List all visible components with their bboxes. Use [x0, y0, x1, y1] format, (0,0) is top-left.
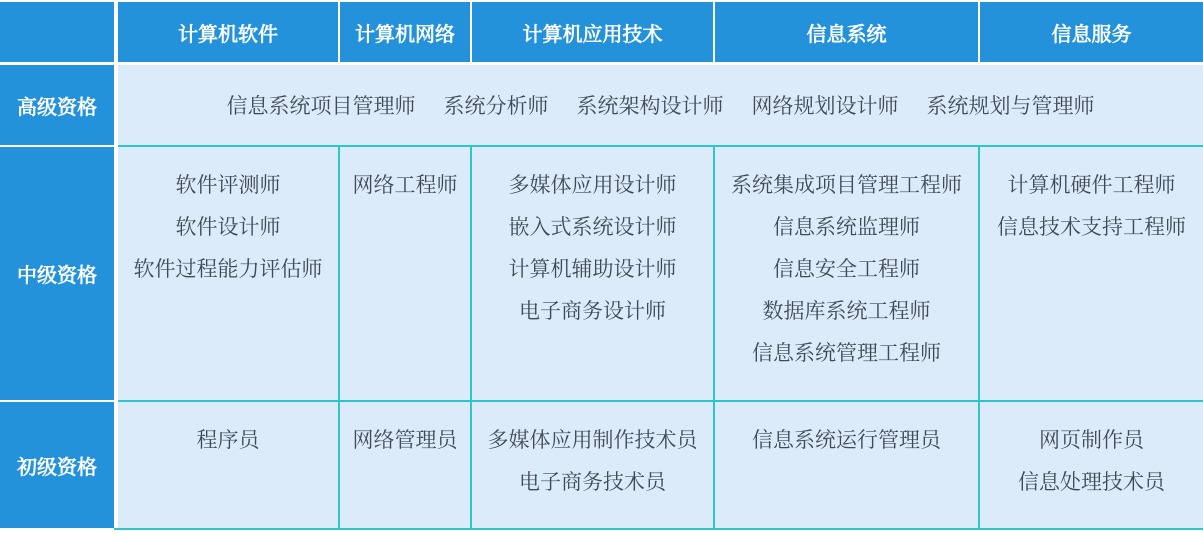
- cell-intermediate-information-system: [715, 147, 978, 400]
- qualification-item: 信息安全工程师: [773, 258, 920, 281]
- cell-intermediate-computer-network: [340, 147, 470, 400]
- qualification-item: 电子商务设计师: [519, 300, 666, 323]
- qualification-item: 信息技术支持工程师: [997, 216, 1186, 239]
- cell-senior-merged: [118, 65, 1203, 145]
- row-label-intermediate: 中级资格: [0, 147, 114, 400]
- cell-junior-computer-network: [340, 402, 470, 528]
- column-header-information-service: 信息服务: [980, 2, 1203, 62]
- qualification-item: 信息处理技术员: [1018, 471, 1165, 494]
- qualification-item: 系统架构设计师: [576, 95, 724, 118]
- cell-junior-information-system: [715, 402, 978, 528]
- qualification-item: 信息系统运行管理员: [752, 429, 941, 452]
- cell-junior-computer-software: [118, 402, 338, 528]
- qualification-item: 信息系统管理工程师: [752, 342, 941, 365]
- qualification-item: 系统分析师: [443, 95, 549, 118]
- qualification-item: 多媒体应用制作技术员: [487, 429, 698, 452]
- cell-intermediate-computer-applied-tech: [472, 147, 713, 400]
- qualification-item: 多媒体应用设计师: [508, 174, 677, 197]
- row-label-junior: 初级资格: [0, 402, 114, 528]
- column-header-computer-network: 计算机网络: [340, 2, 470, 62]
- column-header-information-system: 信息系统: [715, 2, 978, 62]
- qualification-item: 系统规划与管理师: [926, 95, 1095, 118]
- table-bottom-border: [114, 528, 118, 530]
- cell-junior-information-service: [980, 402, 1203, 528]
- column-header-computer-software: 计算机软件: [118, 2, 338, 62]
- cell-intermediate-computer-software: [118, 147, 338, 400]
- qualification-item: 网络管理员: [352, 429, 458, 452]
- cell-intermediate-information-service: [980, 147, 1203, 400]
- qualification-item: 网络规划设计师: [751, 95, 899, 118]
- qualification-item: 程序员: [196, 429, 260, 452]
- qualification-item: 嵌入式系统设计师: [508, 216, 677, 239]
- qualification-item: 软件过程能力评估师: [133, 258, 323, 281]
- column-header-computer-applied-tech: 计算机应用技术: [472, 2, 713, 62]
- qualification-item: 信息系统项目管理师: [226, 95, 416, 118]
- qualification-item: 数据库系统工程师: [762, 300, 931, 323]
- row-label-senior: 高级资格: [0, 65, 114, 145]
- qualification-item: 信息系统监理师: [773, 216, 920, 239]
- qualification-item: 软件设计师: [175, 216, 281, 239]
- qualification-item: 软件评测师: [175, 174, 281, 197]
- cell-junior-computer-applied-tech: [472, 402, 713, 528]
- qualification-item: 计算机硬件工程师: [1007, 174, 1176, 197]
- qualification-item: 计算机辅助设计师: [508, 258, 677, 281]
- qualification-item: 网络工程师: [352, 174, 458, 197]
- corner-cell: [0, 2, 114, 62]
- qualification-item: 网页制作员: [1039, 429, 1144, 452]
- qualification-item: 系统集成项目管理工程师: [731, 174, 962, 197]
- qualification-item: 电子商务技术员: [519, 471, 666, 494]
